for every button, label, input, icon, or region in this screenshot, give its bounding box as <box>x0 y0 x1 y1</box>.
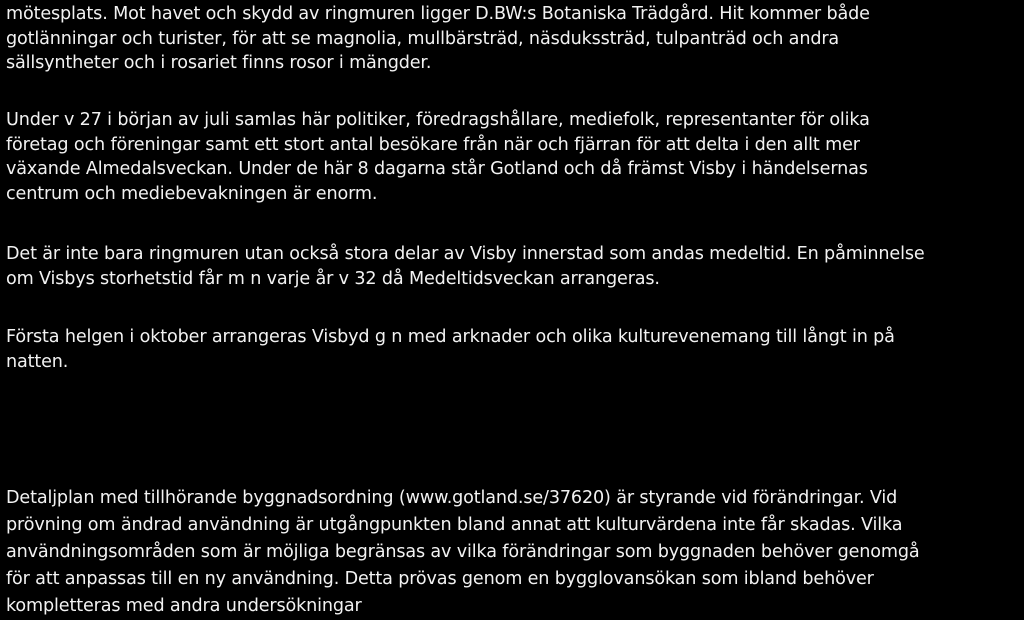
text-line: Det är inte bara ringmuren utan också stora delar av Visby innerstad som andas medeltid. En påminnelse <box>6 244 925 264</box>
paragraph-detaljplan <box>6 485 1016 620</box>
text-line: gotlänningar och turister, för att se magnolia, mullbärsträd, näsdukssträd, tulpanträd och andra <box>6 28 840 49</box>
text-line: växande Almedalsveckan. Under de här 8 dagarna står Gotland och då främst Visby i händelsernas <box>6 159 868 179</box>
text-line: om Visbys storhetstid får m n varje år v 32 då Medeltidsveckan arrangeras. <box>6 268 660 289</box>
text-line: för att anpassas till en ny användning. Detta prövas genom en bygglovansökan som ibland behöver <box>6 569 874 589</box>
text-line: prövning om ändrad användning är utgångpunkten bland annat att kulturvärdena inte får skadas. Vilka <box>6 515 903 535</box>
paragraph-botanical-garden <box>6 2 1016 76</box>
text-line: sällsyntheter och i rosariet finns rosor i mängder. <box>6 53 432 73</box>
text-line: företag och föreningar samt ett stort antal besökare från när och fjärran för att delta i den allt mer <box>6 134 860 155</box>
text-line: användningsområden som är möjliga begränsas av vilka förändringar som byggnaden behöver genomgå <box>6 542 920 562</box>
text-line: Under v 27 i början av juli samlas här politiker, föredragshållare, mediefolk, representanter för olika <box>6 110 870 130</box>
paragraph-october-weekend <box>6 325 1016 374</box>
text-line: Detaljplan med tillhörande byggnadsordning (www.gotland.se/37620) är styrande vid förändringar. Vid <box>6 488 898 508</box>
paragraph-medeltidsveckan <box>6 242 1016 291</box>
text-line: centrum och mediebevakningen är enorm. <box>6 183 378 204</box>
text-line: kompletteras med andra undersökningar <box>6 596 362 616</box>
text-line: Första helgen i oktober arrangeras Visbyd g n med arknader och olika kulturevenemang till långt in på <box>6 327 895 347</box>
text-line: mötesplats. Mot havet och skydd av ringmuren ligger D.BW:s Botaniska Trädgård. Hit kommer både <box>6 4 870 24</box>
text-line: natten. <box>6 351 69 372</box>
paragraph-almedalsveckan <box>6 108 1016 206</box>
